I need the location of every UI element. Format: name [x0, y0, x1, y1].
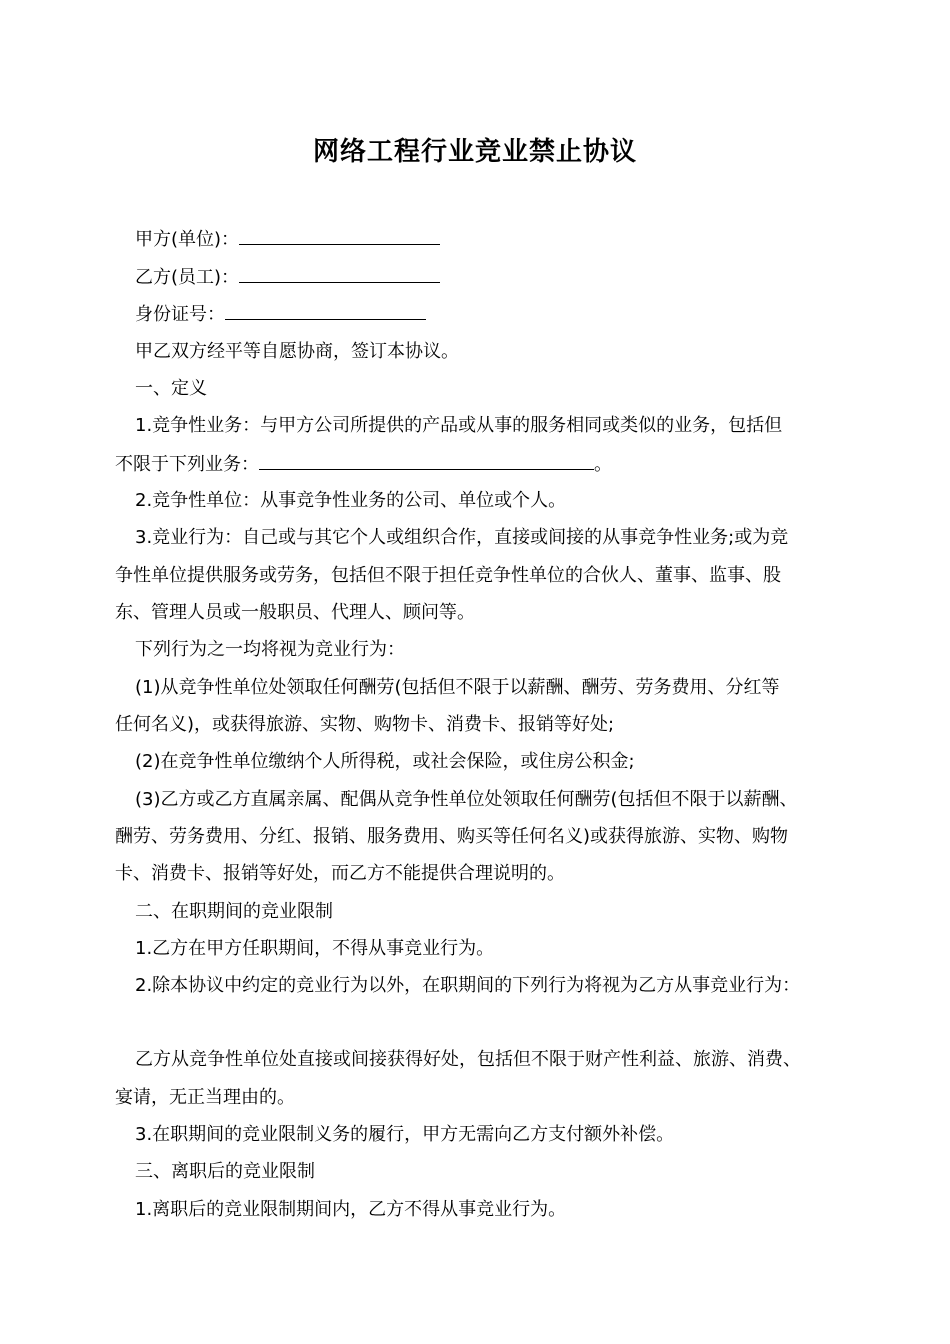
- id-number-label: 身份证号：: [135, 304, 225, 325]
- list-intro: 下列行为之一均将视为竞业行为：: [135, 639, 405, 660]
- clause-1-1-suffix: 。: [594, 454, 612, 475]
- section-1-heading: 一、定义: [135, 378, 207, 399]
- party-b-line: [135, 264, 870, 291]
- section-2-heading: 二、在职期间的竞业限制: [135, 901, 333, 922]
- id-number-blank[interactable]: [225, 301, 426, 320]
- clause-2-2: 2.除本协议中约定的竞业行为以外，在职期间的下列行为将视为乙方从事竞业行为：: [135, 975, 801, 996]
- item-3-line-1: (3)乙方或乙方直属亲属、配偶从竞争性单位处领取任何酬劳(包括但不限于以薪酬、: [135, 789, 798, 810]
- clause-2-3: 3.在职期间的竞业限制义务的履行，甲方无需向乙方支付额外补偿。: [135, 1124, 675, 1145]
- item-1-line-1: (1)从竞争性单位处领取任何酬劳(包括但不限于以薪酬、酬劳、劳务费用、分红等: [135, 677, 780, 698]
- party-b-label: 乙方(员工)：: [135, 267, 240, 288]
- clause-1-2: 2.竞争性单位：从事竞争性业务的公司、单位或个人。: [135, 490, 567, 511]
- id-number-line: [135, 301, 870, 328]
- clause-1-3-line-3: 东、管理人员或一般职员、代理人、顾问等。: [115, 602, 475, 623]
- clause-2-1: 1.乙方在甲方任职期间，不得从事竞业行为。: [135, 938, 495, 959]
- intro-paragraph: 甲乙双方经平等自愿协商，签订本协议。: [135, 341, 459, 362]
- item-3-line-2: 酬劳、劳务费用、分红、报销、服务费用、购买等任何名义)或获得旅游、实物、购物: [115, 826, 789, 847]
- clause-1-3-line-2: 争性单位提供服务或劳务，包括但不限于担任竞争性单位的合伙人、董事、监事、股: [115, 565, 781, 586]
- party-a-line: [135, 226, 870, 253]
- item-1-line-2: 任何名义)，或获得旅游、实物、购物卡、消费卡、报销等好处;: [115, 714, 615, 735]
- clause-1-1-line-2: [115, 451, 850, 478]
- party-b-blank[interactable]: [239, 264, 440, 283]
- clause-1-1-line-1: 1.竞争性业务：与甲方公司所提供的产品或从事的服务相同或类似的业务，包括但: [135, 415, 783, 436]
- party-a-label: 甲方(单位)：: [135, 229, 240, 250]
- clause-3-1: 1.离职后的竞业限制期间内，乙方不得从事竞业行为。: [135, 1199, 567, 1220]
- clause-1-1-prefix: 不限于下列业务：: [115, 454, 259, 475]
- document-title: 网络工程行业竞业禁止协议: [312, 137, 637, 167]
- clause-1-3-line-1: 3.竞业行为：自己或与其它个人或组织合作，直接或间接的从事竞争性业务;或为竞: [135, 527, 789, 548]
- item-2: (2)在竞争性单位缴纳个人所得税，或社会保险，或住房公积金;: [135, 751, 635, 772]
- clause-2-2-detail-line-1: 乙方从竞争性单位处直接或间接获得好处，包括但不限于财产性利益、旅游、消费、: [135, 1049, 801, 1070]
- section-3-heading: 三、离职后的竞业限制: [135, 1161, 315, 1182]
- item-3-line-3: 卡、消费卡、报销等好处，而乙方不能提供合理说明的。: [115, 863, 565, 884]
- business-list-blank[interactable]: [259, 451, 594, 470]
- clause-2-2-detail-line-2: 宴请，无正当理由的。: [115, 1087, 295, 1108]
- party-a-blank[interactable]: [239, 226, 440, 245]
